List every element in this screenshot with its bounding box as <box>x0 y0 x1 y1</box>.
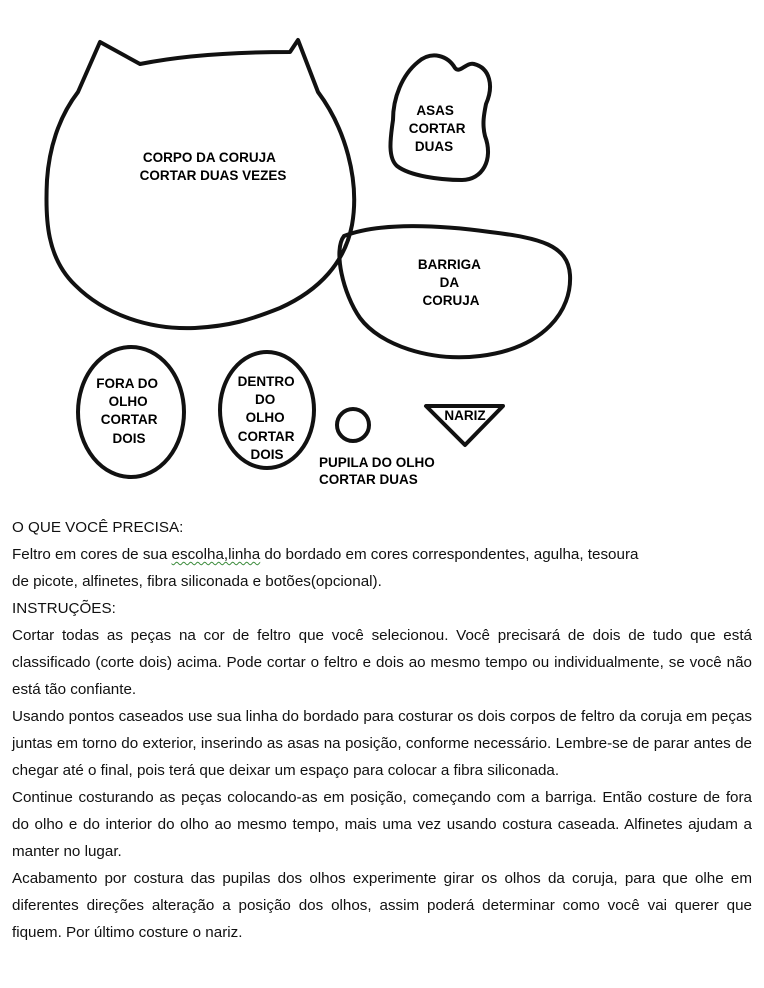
materials-line-2: de picote, alfinetes, fibra siliconada e botões(opcional). <box>12 573 382 590</box>
pupil-shape <box>337 409 369 441</box>
owl-body-shape <box>46 40 354 328</box>
inner-eye-label: DENTRO DO OLHO CORTAR DOIS <box>237 374 295 462</box>
pupil-label: PUPILA DO OLHO CORTAR DUAS <box>319 455 435 487</box>
spellcheck-flagged-word: escolha,linha <box>171 546 261 563</box>
instructions-text <box>12 514 752 946</box>
belly-shape <box>339 226 570 357</box>
step-2: Usando pontos caseados use sua linha do bordado para costurar os dois corpos de feltro da coruja em peças juntas em torno do exterior, inserindo as asas na posição, conforme necessário. Lembre-se de parar antes de chegar até o final, pois terá que deixar um espaço para colocar a fibra siliconada. <box>12 708 752 779</box>
needs-heading: O QUE VOCÊ PRECISA: <box>12 519 184 536</box>
steps-heading: INSTRUÇÕES: <box>12 600 116 617</box>
body-label: CORPO DA CORUJA CORTAR DUAS VEZES <box>139 150 287 183</box>
step-1: Cortar todas as peças na cor de feltro que você selecionou. Você precisará de dois de tudo que está classificado (corte dois) acima. Pode cortar o feltro e dois ao mesmo tempo ou individualmente, se você não está tão confiante. <box>12 627 752 698</box>
step-3: Continue costurando as peças colocando-as em posição, começando com a barriga. Então costure de fora do olho e do interior do olho ao mesmo tempo, mais uma vez usando costura caseada. Alfinetes ajudam a manter no lugar. <box>12 789 752 860</box>
materials-line-1: Feltro em cores de sua escolha,linha do bordado em cores correspondentes, agulha, tesoura <box>12 546 639 563</box>
wings-label: ASAS CORTAR DUAS <box>408 103 466 154</box>
belly-label: BARRIGA DA CORUJA <box>417 257 481 308</box>
outer-eye-label: FORA DO OLHO CORTAR DOIS <box>96 376 158 446</box>
nose-label: NARIZ <box>444 408 486 423</box>
step-4: Acabamento por costura das pupilas dos olhos experimente girar os olhos da coruja, para que olhe em diferentes direções alteração a posição dos olhos, assim poderá determinar como você vai querer que fiquem. Por último costure o nariz. <box>12 870 752 941</box>
